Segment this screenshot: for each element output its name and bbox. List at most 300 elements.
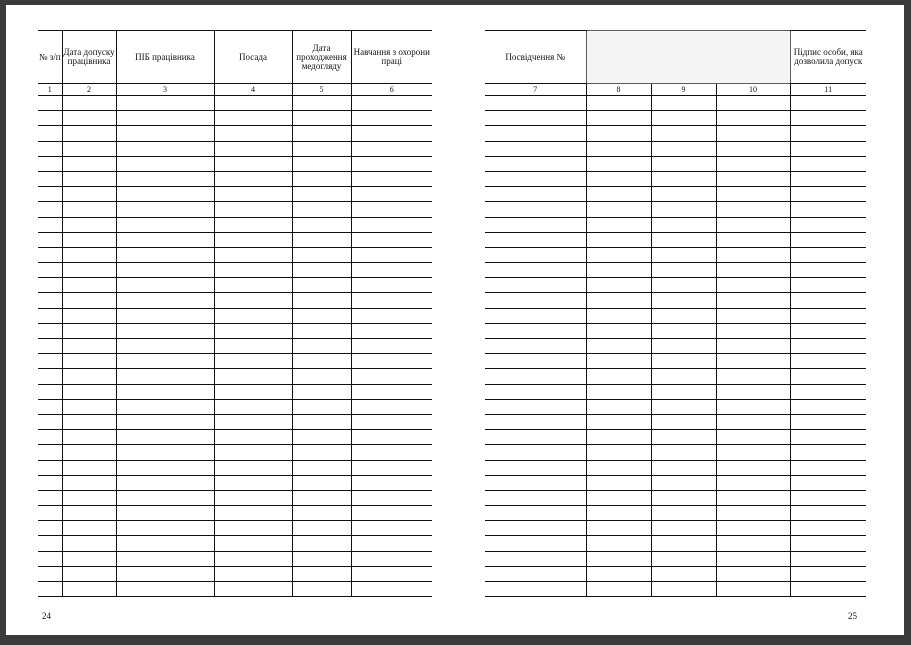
table-cell[interactable] bbox=[485, 506, 586, 521]
table-cell[interactable] bbox=[116, 521, 214, 536]
table-cell[interactable] bbox=[38, 551, 62, 566]
table-cell[interactable] bbox=[716, 202, 790, 217]
table-cell[interactable] bbox=[716, 278, 790, 293]
table-cell[interactable] bbox=[116, 369, 214, 384]
table-cell[interactable] bbox=[586, 202, 651, 217]
table-cell[interactable] bbox=[351, 475, 432, 490]
table-cell[interactable] bbox=[62, 369, 116, 384]
table-cell[interactable] bbox=[292, 536, 351, 551]
table-cell[interactable] bbox=[790, 323, 866, 338]
table-cell[interactable] bbox=[351, 126, 432, 141]
table-cell[interactable] bbox=[651, 384, 716, 399]
table-cell[interactable] bbox=[351, 187, 432, 202]
table-cell[interactable] bbox=[214, 339, 292, 354]
table-cell[interactable] bbox=[292, 232, 351, 247]
table-cell[interactable] bbox=[351, 323, 432, 338]
table-cell[interactable] bbox=[790, 202, 866, 217]
table-cell[interactable] bbox=[214, 506, 292, 521]
table-cell[interactable] bbox=[214, 430, 292, 445]
table-cell[interactable] bbox=[485, 111, 586, 126]
table-cell[interactable] bbox=[292, 445, 351, 460]
table-cell[interactable] bbox=[586, 293, 651, 308]
table-cell[interactable] bbox=[485, 308, 586, 323]
table-cell[interactable] bbox=[790, 278, 866, 293]
table-cell[interactable] bbox=[651, 536, 716, 551]
table-cell[interactable] bbox=[38, 582, 62, 597]
table-cell[interactable] bbox=[651, 566, 716, 581]
table-cell[interactable] bbox=[790, 430, 866, 445]
table-cell[interactable] bbox=[716, 445, 790, 460]
table-cell[interactable] bbox=[116, 445, 214, 460]
table-cell[interactable] bbox=[790, 384, 866, 399]
table-cell[interactable] bbox=[292, 399, 351, 414]
table-cell[interactable] bbox=[116, 187, 214, 202]
table-cell[interactable] bbox=[116, 551, 214, 566]
table-cell[interactable] bbox=[790, 126, 866, 141]
table-cell[interactable] bbox=[651, 354, 716, 369]
table-cell[interactable] bbox=[351, 263, 432, 278]
table-cell[interactable] bbox=[62, 460, 116, 475]
table-cell[interactable] bbox=[586, 354, 651, 369]
table-cell[interactable] bbox=[214, 490, 292, 505]
table-cell[interactable] bbox=[292, 384, 351, 399]
table-cell[interactable] bbox=[586, 475, 651, 490]
table-cell[interactable] bbox=[790, 156, 866, 171]
table-cell[interactable] bbox=[38, 506, 62, 521]
table-cell[interactable] bbox=[586, 217, 651, 232]
table-cell[interactable] bbox=[716, 247, 790, 262]
table-cell[interactable] bbox=[214, 521, 292, 536]
table-cell[interactable] bbox=[716, 354, 790, 369]
table-cell[interactable] bbox=[485, 278, 586, 293]
table-cell[interactable] bbox=[292, 460, 351, 475]
table-cell[interactable] bbox=[38, 339, 62, 354]
table-cell[interactable] bbox=[485, 187, 586, 202]
table-cell[interactable] bbox=[586, 506, 651, 521]
table-cell[interactable] bbox=[586, 308, 651, 323]
table-cell[interactable] bbox=[586, 323, 651, 338]
table-cell[interactable] bbox=[38, 156, 62, 171]
table-cell[interactable] bbox=[38, 293, 62, 308]
table-cell[interactable] bbox=[790, 536, 866, 551]
table-cell[interactable] bbox=[214, 171, 292, 186]
table-cell[interactable] bbox=[351, 399, 432, 414]
table-cell[interactable] bbox=[651, 278, 716, 293]
table-cell[interactable] bbox=[214, 384, 292, 399]
table-cell[interactable] bbox=[651, 156, 716, 171]
table-cell[interactable] bbox=[586, 278, 651, 293]
table-cell[interactable] bbox=[116, 323, 214, 338]
table-cell[interactable] bbox=[790, 293, 866, 308]
table-cell[interactable] bbox=[38, 263, 62, 278]
table-cell[interactable] bbox=[351, 566, 432, 581]
table-cell[interactable] bbox=[351, 278, 432, 293]
table-cell[interactable] bbox=[116, 339, 214, 354]
table-cell[interactable] bbox=[351, 308, 432, 323]
table-cell[interactable] bbox=[292, 187, 351, 202]
table-cell[interactable] bbox=[62, 263, 116, 278]
table-cell[interactable] bbox=[62, 490, 116, 505]
table-cell[interactable] bbox=[651, 308, 716, 323]
table-cell[interactable] bbox=[62, 506, 116, 521]
table-cell[interactable] bbox=[62, 521, 116, 536]
table-cell[interactable] bbox=[485, 202, 586, 217]
table-cell[interactable] bbox=[214, 141, 292, 156]
table-cell[interactable] bbox=[651, 445, 716, 460]
table-cell[interactable] bbox=[351, 430, 432, 445]
table-cell[interactable] bbox=[214, 551, 292, 566]
table-cell[interactable] bbox=[790, 566, 866, 581]
table-cell[interactable] bbox=[292, 202, 351, 217]
table-cell[interactable] bbox=[651, 96, 716, 111]
table-cell[interactable] bbox=[716, 430, 790, 445]
table-cell[interactable] bbox=[716, 293, 790, 308]
table-cell[interactable] bbox=[62, 323, 116, 338]
table-cell[interactable] bbox=[716, 217, 790, 232]
table-cell[interactable] bbox=[651, 339, 716, 354]
table-cell[interactable] bbox=[716, 399, 790, 414]
table-cell[interactable] bbox=[292, 141, 351, 156]
table-cell[interactable] bbox=[651, 490, 716, 505]
table-cell[interactable] bbox=[62, 126, 116, 141]
table-cell[interactable] bbox=[38, 247, 62, 262]
table-cell[interactable] bbox=[116, 399, 214, 414]
table-cell[interactable] bbox=[38, 490, 62, 505]
table-cell[interactable] bbox=[292, 369, 351, 384]
table-cell[interactable] bbox=[586, 232, 651, 247]
table-cell[interactable] bbox=[651, 141, 716, 156]
table-cell[interactable] bbox=[38, 232, 62, 247]
table-cell[interactable] bbox=[651, 232, 716, 247]
table-cell[interactable] bbox=[790, 582, 866, 597]
table-cell[interactable] bbox=[790, 96, 866, 111]
table-cell[interactable] bbox=[586, 536, 651, 551]
table-cell[interactable] bbox=[790, 551, 866, 566]
table-cell[interactable] bbox=[716, 263, 790, 278]
table-cell[interactable] bbox=[38, 323, 62, 338]
table-cell[interactable] bbox=[292, 308, 351, 323]
table-cell[interactable] bbox=[586, 247, 651, 262]
table-cell[interactable] bbox=[351, 339, 432, 354]
table-cell[interactable] bbox=[116, 202, 214, 217]
table-cell[interactable] bbox=[716, 475, 790, 490]
table-cell[interactable] bbox=[651, 414, 716, 429]
table-cell[interactable] bbox=[116, 566, 214, 581]
table-cell[interactable] bbox=[62, 536, 116, 551]
table-cell[interactable] bbox=[485, 96, 586, 111]
table-cell[interactable] bbox=[790, 141, 866, 156]
table-cell[interactable] bbox=[790, 399, 866, 414]
table-cell[interactable] bbox=[716, 187, 790, 202]
table-cell[interactable] bbox=[716, 308, 790, 323]
table-cell[interactable] bbox=[38, 430, 62, 445]
table-cell[interactable] bbox=[586, 171, 651, 186]
table-cell[interactable] bbox=[38, 566, 62, 581]
table-cell[interactable] bbox=[351, 384, 432, 399]
table-cell[interactable] bbox=[292, 111, 351, 126]
table-cell[interactable] bbox=[38, 475, 62, 490]
table-cell[interactable] bbox=[116, 141, 214, 156]
table-cell[interactable] bbox=[651, 126, 716, 141]
table-cell[interactable] bbox=[292, 475, 351, 490]
table-cell[interactable] bbox=[38, 354, 62, 369]
table-cell[interactable] bbox=[351, 445, 432, 460]
table-cell[interactable] bbox=[716, 414, 790, 429]
table-cell[interactable] bbox=[38, 187, 62, 202]
table-cell[interactable] bbox=[716, 96, 790, 111]
table-cell[interactable] bbox=[485, 490, 586, 505]
table-cell[interactable] bbox=[485, 536, 586, 551]
table-cell[interactable] bbox=[790, 354, 866, 369]
table-cell[interactable] bbox=[292, 263, 351, 278]
table-cell[interactable] bbox=[790, 308, 866, 323]
table-cell[interactable] bbox=[292, 156, 351, 171]
table-cell[interactable] bbox=[62, 141, 116, 156]
table-cell[interactable] bbox=[116, 506, 214, 521]
table-cell[interactable] bbox=[716, 506, 790, 521]
table-cell[interactable] bbox=[351, 217, 432, 232]
table-cell[interactable] bbox=[214, 460, 292, 475]
table-cell[interactable] bbox=[351, 506, 432, 521]
table-cell[interactable] bbox=[116, 308, 214, 323]
table-cell[interactable] bbox=[38, 202, 62, 217]
table-cell[interactable] bbox=[351, 141, 432, 156]
table-cell[interactable] bbox=[586, 521, 651, 536]
table-cell[interactable] bbox=[651, 171, 716, 186]
table-cell[interactable] bbox=[214, 308, 292, 323]
table-cell[interactable] bbox=[485, 323, 586, 338]
table-cell[interactable] bbox=[116, 96, 214, 111]
table-cell[interactable] bbox=[292, 247, 351, 262]
table-cell[interactable] bbox=[790, 414, 866, 429]
table-cell[interactable] bbox=[651, 430, 716, 445]
table-cell[interactable] bbox=[116, 156, 214, 171]
table-cell[interactable] bbox=[292, 521, 351, 536]
table-cell[interactable] bbox=[651, 111, 716, 126]
table-cell[interactable] bbox=[214, 111, 292, 126]
table-cell[interactable] bbox=[292, 582, 351, 597]
table-cell[interactable] bbox=[716, 141, 790, 156]
table-cell[interactable] bbox=[586, 263, 651, 278]
table-cell[interactable] bbox=[62, 551, 116, 566]
table-cell[interactable] bbox=[214, 278, 292, 293]
table-cell[interactable] bbox=[38, 399, 62, 414]
table-cell[interactable] bbox=[790, 263, 866, 278]
table-cell[interactable] bbox=[214, 354, 292, 369]
table-cell[interactable] bbox=[62, 156, 116, 171]
table-cell[interactable] bbox=[351, 460, 432, 475]
table-cell[interactable] bbox=[214, 399, 292, 414]
table-cell[interactable] bbox=[214, 232, 292, 247]
table-cell[interactable] bbox=[116, 217, 214, 232]
table-cell[interactable] bbox=[485, 354, 586, 369]
table-cell[interactable] bbox=[586, 445, 651, 460]
table-cell[interactable] bbox=[716, 536, 790, 551]
table-cell[interactable] bbox=[586, 141, 651, 156]
table-cell[interactable] bbox=[716, 369, 790, 384]
table-cell[interactable] bbox=[485, 551, 586, 566]
table-cell[interactable] bbox=[586, 460, 651, 475]
table-cell[interactable] bbox=[790, 339, 866, 354]
table-cell[interactable] bbox=[790, 369, 866, 384]
table-cell[interactable] bbox=[351, 293, 432, 308]
table-cell[interactable] bbox=[62, 414, 116, 429]
table-cell[interactable] bbox=[716, 460, 790, 475]
table-cell[interactable] bbox=[586, 399, 651, 414]
table-cell[interactable] bbox=[116, 171, 214, 186]
table-cell[interactable] bbox=[38, 111, 62, 126]
table-cell[interactable] bbox=[716, 156, 790, 171]
table-cell[interactable] bbox=[214, 414, 292, 429]
table-cell[interactable] bbox=[38, 521, 62, 536]
table-cell[interactable] bbox=[214, 323, 292, 338]
table-cell[interactable] bbox=[716, 339, 790, 354]
table-cell[interactable] bbox=[485, 384, 586, 399]
table-cell[interactable] bbox=[586, 111, 651, 126]
table-cell[interactable] bbox=[586, 96, 651, 111]
table-cell[interactable] bbox=[485, 566, 586, 581]
table-cell[interactable] bbox=[485, 247, 586, 262]
table-cell[interactable] bbox=[214, 217, 292, 232]
table-cell[interactable] bbox=[790, 247, 866, 262]
table-cell[interactable] bbox=[214, 126, 292, 141]
table-cell[interactable] bbox=[351, 171, 432, 186]
table-cell[interactable] bbox=[651, 293, 716, 308]
table-cell[interactable] bbox=[62, 293, 116, 308]
table-cell[interactable] bbox=[351, 582, 432, 597]
table-cell[interactable] bbox=[292, 339, 351, 354]
table-cell[interactable] bbox=[292, 171, 351, 186]
table-cell[interactable] bbox=[586, 551, 651, 566]
table-cell[interactable] bbox=[214, 293, 292, 308]
table-cell[interactable] bbox=[292, 566, 351, 581]
table-cell[interactable] bbox=[651, 263, 716, 278]
table-cell[interactable] bbox=[485, 217, 586, 232]
table-cell[interactable] bbox=[292, 126, 351, 141]
table-cell[interactable] bbox=[62, 354, 116, 369]
table-cell[interactable] bbox=[62, 445, 116, 460]
table-cell[interactable] bbox=[485, 445, 586, 460]
table-cell[interactable] bbox=[651, 369, 716, 384]
table-cell[interactable] bbox=[586, 156, 651, 171]
table-cell[interactable] bbox=[651, 460, 716, 475]
table-cell[interactable] bbox=[62, 96, 116, 111]
table-cell[interactable] bbox=[62, 339, 116, 354]
table-cell[interactable] bbox=[790, 111, 866, 126]
table-cell[interactable] bbox=[62, 247, 116, 262]
table-cell[interactable] bbox=[485, 232, 586, 247]
table-cell[interactable] bbox=[716, 551, 790, 566]
table-cell[interactable] bbox=[62, 430, 116, 445]
table-cell[interactable] bbox=[351, 490, 432, 505]
table-cell[interactable] bbox=[351, 354, 432, 369]
table-cell[interactable] bbox=[485, 339, 586, 354]
table-cell[interactable] bbox=[790, 171, 866, 186]
table-cell[interactable] bbox=[292, 551, 351, 566]
table-cell[interactable] bbox=[351, 369, 432, 384]
table-cell[interactable] bbox=[485, 126, 586, 141]
table-cell[interactable] bbox=[62, 202, 116, 217]
table-cell[interactable] bbox=[651, 323, 716, 338]
table-cell[interactable] bbox=[116, 232, 214, 247]
table-cell[interactable] bbox=[586, 339, 651, 354]
table-cell[interactable] bbox=[116, 536, 214, 551]
table-cell[interactable] bbox=[790, 490, 866, 505]
table-cell[interactable] bbox=[651, 217, 716, 232]
table-cell[interactable] bbox=[485, 156, 586, 171]
table-cell[interactable] bbox=[38, 384, 62, 399]
table-cell[interactable] bbox=[651, 521, 716, 536]
table-cell[interactable] bbox=[214, 263, 292, 278]
table-cell[interactable] bbox=[38, 126, 62, 141]
table-cell[interactable] bbox=[38, 414, 62, 429]
table-cell[interactable] bbox=[116, 111, 214, 126]
table-cell[interactable] bbox=[38, 536, 62, 551]
table-cell[interactable] bbox=[651, 399, 716, 414]
table-cell[interactable] bbox=[485, 399, 586, 414]
table-cell[interactable] bbox=[790, 475, 866, 490]
table-cell[interactable] bbox=[485, 430, 586, 445]
table-cell[interactable] bbox=[116, 263, 214, 278]
table-cell[interactable] bbox=[790, 187, 866, 202]
table-cell[interactable] bbox=[38, 460, 62, 475]
table-cell[interactable] bbox=[716, 490, 790, 505]
table-cell[interactable] bbox=[586, 369, 651, 384]
table-cell[interactable] bbox=[292, 506, 351, 521]
table-cell[interactable] bbox=[292, 293, 351, 308]
table-cell[interactable] bbox=[38, 171, 62, 186]
table-cell[interactable] bbox=[716, 323, 790, 338]
table-cell[interactable] bbox=[38, 445, 62, 460]
table-cell[interactable] bbox=[116, 490, 214, 505]
table-cell[interactable] bbox=[586, 187, 651, 202]
table-cell[interactable] bbox=[116, 475, 214, 490]
table-cell[interactable] bbox=[62, 187, 116, 202]
table-cell[interactable] bbox=[116, 430, 214, 445]
table-cell[interactable] bbox=[485, 521, 586, 536]
table-cell[interactable] bbox=[292, 354, 351, 369]
table-cell[interactable] bbox=[116, 278, 214, 293]
table-cell[interactable] bbox=[485, 263, 586, 278]
table-cell[interactable] bbox=[651, 475, 716, 490]
table-cell[interactable] bbox=[214, 187, 292, 202]
table-cell[interactable] bbox=[38, 141, 62, 156]
table-cell[interactable] bbox=[116, 354, 214, 369]
table-cell[interactable] bbox=[351, 247, 432, 262]
table-cell[interactable] bbox=[485, 369, 586, 384]
table-cell[interactable] bbox=[716, 582, 790, 597]
table-cell[interactable] bbox=[790, 460, 866, 475]
table-cell[interactable] bbox=[292, 414, 351, 429]
table-cell[interactable] bbox=[790, 445, 866, 460]
table-cell[interactable] bbox=[586, 384, 651, 399]
table-cell[interactable] bbox=[214, 536, 292, 551]
table-cell[interactable] bbox=[651, 506, 716, 521]
table-cell[interactable] bbox=[351, 111, 432, 126]
table-cell[interactable] bbox=[485, 460, 586, 475]
table-cell[interactable] bbox=[214, 582, 292, 597]
table-cell[interactable] bbox=[485, 171, 586, 186]
table-cell[interactable] bbox=[292, 278, 351, 293]
table-cell[interactable] bbox=[351, 156, 432, 171]
table-cell[interactable] bbox=[116, 414, 214, 429]
table-cell[interactable] bbox=[214, 475, 292, 490]
table-cell[interactable] bbox=[62, 308, 116, 323]
table-cell[interactable] bbox=[38, 96, 62, 111]
table-cell[interactable] bbox=[116, 460, 214, 475]
table-cell[interactable] bbox=[62, 111, 116, 126]
table-cell[interactable] bbox=[485, 414, 586, 429]
